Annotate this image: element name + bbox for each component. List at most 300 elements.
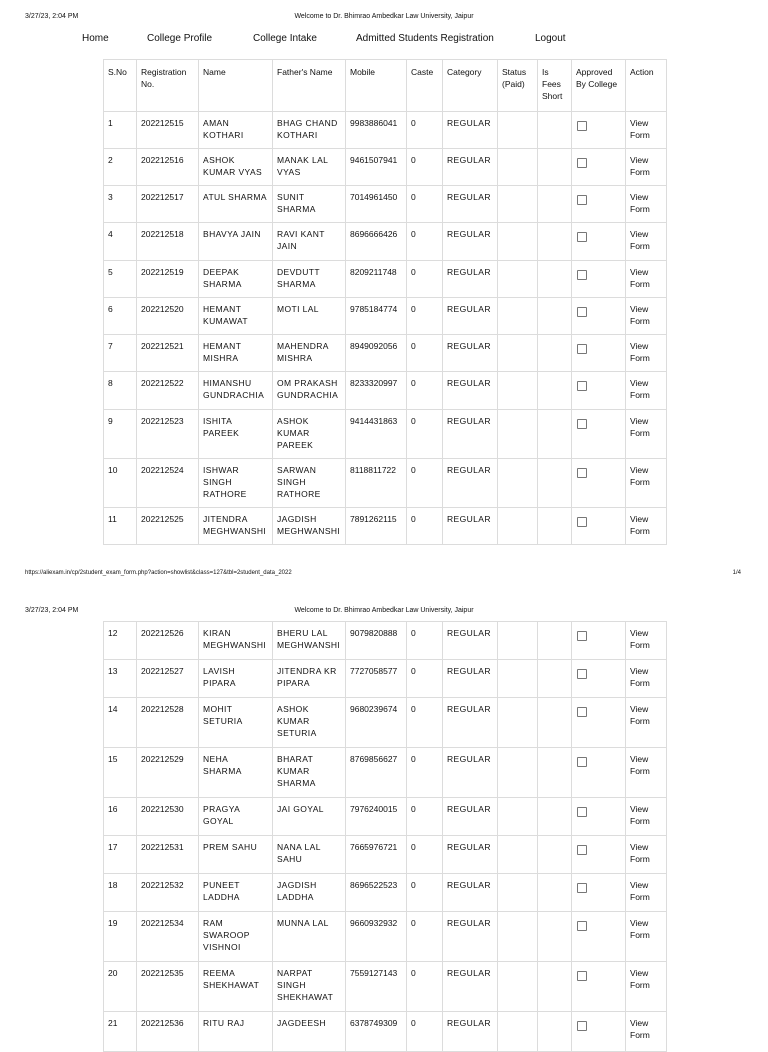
cell-registration-no: 202212517 [137,186,199,223]
cell-category: REGULAR [443,223,498,261]
cell-mobile: 8209211748 [346,261,407,298]
cell-is-fees-short [538,698,572,748]
cell-fathers-name: BHERU LAL MEGHWANSHI [273,622,346,660]
cell-sno: 3 [104,186,137,223]
cell-name: ATUL SHARMA [199,186,273,223]
cell-caste: 0 [407,622,443,660]
cell-status-paid [498,912,538,962]
cell-is-fees-short [538,410,572,459]
cell-approved-by-college [572,261,626,298]
cell-caste: 0 [407,508,443,545]
approve-checkbox[interactable] [577,517,587,527]
cell-fathers-name: MOTI LAL [273,298,346,335]
cell-action [626,1012,667,1052]
cell-is-fees-short [538,508,572,545]
cell-action [626,186,667,223]
view-form-link[interactable]: View Form [630,880,650,902]
cell-approved-by-college [572,660,626,698]
col-header-approved-by-college: Approved By College [572,60,626,112]
cell-action [626,508,667,545]
cell-name: KIRAN MEGHWANSHI [199,622,273,660]
cell-mobile: 8696522523 [346,874,407,912]
cell-status-paid [498,798,538,836]
cell-caste: 0 [407,836,443,874]
cell-sno: 15 [104,748,137,798]
cell-sno: 19 [104,912,137,962]
nav-home-link[interactable]: Home [82,33,109,44]
col-header-action: Action [626,60,667,112]
cell-action [626,459,667,508]
cell-is-fees-short [538,874,572,912]
cell-registration-no: 202212526 [137,622,199,660]
table-row [104,410,667,459]
cell-sno: 12 [104,622,137,660]
cell-status-paid [498,459,538,508]
view-form-link[interactable]: View Form [630,804,650,826]
cell-category: REGULAR [443,186,498,223]
view-form-link[interactable]: View Form [630,118,650,140]
cell-mobile: 6378749309 [346,1012,407,1052]
cell-is-fees-short [538,1012,572,1052]
cell-status-paid [498,508,538,545]
view-form-link[interactable]: View Form [630,155,650,177]
cell-approved-by-college [572,372,626,410]
cell-is-fees-short [538,836,572,874]
cell-sno: 11 [104,508,137,545]
cell-name: BHAVYA JAIN [199,223,273,261]
cell-mobile: 8696666426 [346,223,407,261]
col-header-name: Name [199,60,273,112]
cell-registration-no: 202212524 [137,459,199,508]
table-row [104,874,667,912]
table-row [104,1012,667,1052]
cell-category: REGULAR [443,261,498,298]
cell-category: REGULAR [443,410,498,459]
cell-category: REGULAR [443,874,498,912]
cell-approved-by-college [572,186,626,223]
view-form-link[interactable]: View Form [630,918,650,940]
cell-caste: 0 [407,261,443,298]
view-form-link[interactable]: View Form [630,229,650,251]
cell-status-paid [498,748,538,798]
view-form-link[interactable]: View Form [630,267,650,289]
view-form-link[interactable]: View Form [630,968,650,990]
table-row [104,912,667,962]
view-form-link[interactable]: View Form [630,514,650,536]
approve-checkbox[interactable] [577,845,587,855]
cell-name: HEMANT MISHRA [199,335,273,372]
cell-status-paid [498,836,538,874]
cell-fathers-name: NANA LAL SAHU [273,836,346,874]
cell-approved-by-college [572,508,626,545]
cell-approved-by-college [572,298,626,335]
approve-checkbox[interactable] [577,307,587,317]
cell-sno: 18 [104,874,137,912]
view-form-link[interactable]: View Form [630,1018,650,1040]
nav-college-profile-link[interactable]: College Profile [147,33,213,44]
table-row [104,335,667,372]
cell-approved-by-college [572,622,626,660]
cell-status-paid [498,1012,538,1052]
cell-registration-no: 202212525 [137,508,199,545]
cell-registration-no: 202212518 [137,223,199,261]
cell-name: PUNEET LADDHA [199,874,273,912]
cell-approved-by-college [572,149,626,186]
table-row [104,186,667,223]
cell-sno: 17 [104,836,137,874]
cell-fathers-name: SUNIT SHARMA [273,186,346,223]
print-header-welcome: Welcome to Dr. Bhimrao Ambedkar Law University, Jaipur [294,13,474,20]
cell-action [626,836,667,874]
cell-caste: 0 [407,335,443,372]
cell-mobile: 7014961450 [346,186,407,223]
cell-registration-no: 202212527 [137,660,199,698]
cell-mobile: 9785184774 [346,298,407,335]
col-header-category: Category [443,60,498,112]
cell-name: ISHWAR SINGH RATHORE [199,459,273,508]
cell-fathers-name: MANAK LAL VYAS [273,149,346,186]
cell-category: REGULAR [443,798,498,836]
table-row [104,836,667,874]
nav-college-intake-link[interactable]: College Intake [253,33,317,44]
cell-action [626,962,667,1012]
print-header-page-2 [0,607,768,621]
cell-approved-by-college [572,410,626,459]
table-row [104,798,667,836]
cell-registration-no: 202212521 [137,335,199,372]
cell-sno: 4 [104,223,137,261]
cell-name: PRAGYA GOYAL [199,798,273,836]
cell-action [626,112,667,149]
cell-category: REGULAR [443,660,498,698]
cell-action [626,912,667,962]
cell-mobile: 8949092056 [346,335,407,372]
cell-is-fees-short [538,261,572,298]
cell-registration-no: 202212516 [137,149,199,186]
cell-is-fees-short [538,660,572,698]
approve-checkbox[interactable] [577,971,587,981]
table-header-row [104,60,667,112]
approve-checkbox[interactable] [577,669,587,679]
cell-status-paid [498,112,538,149]
cell-approved-by-college [572,112,626,149]
approve-checkbox[interactable] [577,883,587,893]
nav-logout-link[interactable]: Logout [535,33,566,44]
cell-caste: 0 [407,912,443,962]
cell-fathers-name: BHARAT KUMAR SHARMA [273,748,346,798]
cell-mobile: 8118811722 [346,459,407,508]
cell-mobile: 7665976721 [346,836,407,874]
table-row [104,112,667,149]
cell-category: REGULAR [443,1012,498,1052]
cell-action [626,335,667,372]
cell-action [626,261,667,298]
cell-registration-no: 202212522 [137,372,199,410]
table-row [104,962,667,1012]
cell-name: RAM SWAROOP VISHNOI [199,912,273,962]
cell-mobile: 9660932932 [346,912,407,962]
cell-name: ASHOK KUMAR VYAS [199,149,273,186]
cell-caste: 0 [407,874,443,912]
cell-status-paid [498,149,538,186]
cell-registration-no: 202212534 [137,912,199,962]
approve-checkbox[interactable] [577,270,587,280]
col-header-registration-no: Registration No. [137,60,199,112]
cell-category: REGULAR [443,962,498,1012]
cell-is-fees-short [538,298,572,335]
cell-is-fees-short [538,186,572,223]
cell-caste: 0 [407,410,443,459]
cell-approved-by-college [572,798,626,836]
students-table [103,59,667,545]
approve-checkbox[interactable] [577,195,587,205]
cell-sno: 16 [104,798,137,836]
cell-action [626,223,667,261]
cell-registration-no: 202212523 [137,410,199,459]
col-header-is-fees-short: Is Fees Short [538,60,572,112]
cell-caste: 0 [407,748,443,798]
cell-action [626,748,667,798]
cell-fathers-name: OM PRAKASH GUNDRACHIA [273,372,346,410]
cell-registration-no: 202212528 [137,698,199,748]
cell-name: RITU RAJ [199,1012,273,1052]
col-header-status-paid: Status (Paid) [498,60,538,112]
cell-category: REGULAR [443,335,498,372]
cell-sno: 9 [104,410,137,459]
cell-name: LAVISH PIPARA [199,660,273,698]
approve-checkbox[interactable] [577,468,587,478]
cell-mobile: 7559127143 [346,962,407,1012]
cell-mobile: 9079820888 [346,622,407,660]
table-row [104,298,667,335]
cell-action [626,622,667,660]
cell-sno: 6 [104,298,137,335]
cell-caste: 0 [407,459,443,508]
cell-fathers-name: JAGDISH MEGHWANSHI [273,508,346,545]
cell-category: REGULAR [443,459,498,508]
cell-sno: 7 [104,335,137,372]
cell-status-paid [498,261,538,298]
cell-registration-no: 202212519 [137,261,199,298]
cell-fathers-name: JITENDRA KR PIPARA [273,660,346,698]
cell-caste: 0 [407,1012,443,1052]
col-header-mobile: Mobile [346,60,407,112]
print-header [0,13,768,27]
cell-category: REGULAR [443,149,498,186]
print-header-datetime: 3/27/23, 2:04 PM [25,13,79,20]
view-form-link[interactable]: View Form [630,704,650,726]
cell-sno: 5 [104,261,137,298]
approve-checkbox[interactable] [577,707,587,717]
table-row [104,372,667,410]
cell-is-fees-short [538,962,572,1012]
approve-checkbox[interactable] [577,419,587,429]
cell-name: NEHA SHARMA [199,748,273,798]
cell-name: HIMANSHU GUNDRACHIA [199,372,273,410]
cell-status-paid [498,698,538,748]
table-row [104,698,667,748]
view-form-link[interactable]: View Form [630,628,650,650]
approve-checkbox[interactable] [577,344,587,354]
approve-checkbox[interactable] [577,381,587,391]
cell-category: REGULAR [443,508,498,545]
print-header-datetime: 3/27/23, 2:04 PM [25,607,79,614]
cell-is-fees-short [538,112,572,149]
cell-status-paid [498,298,538,335]
cell-mobile: 7976240015 [346,798,407,836]
col-header-caste: Caste [407,60,443,112]
cell-status-paid [498,874,538,912]
cell-category: REGULAR [443,912,498,962]
approve-checkbox[interactable] [577,1021,587,1031]
cell-fathers-name: DEVDUTT SHARMA [273,261,346,298]
cell-fathers-name: JAGDISH LADDHA [273,874,346,912]
cell-action [626,149,667,186]
cell-category: REGULAR [443,748,498,798]
cell-category: REGULAR [443,112,498,149]
cell-fathers-name: NARPAT SINGH SHEKHAWAT [273,962,346,1012]
table-row [104,508,667,545]
view-form-link[interactable]: View Form [630,754,650,776]
cell-is-fees-short [538,912,572,962]
cell-name: DEEPAK SHARMA [199,261,273,298]
cell-category: REGULAR [443,622,498,660]
cell-is-fees-short [538,149,572,186]
cell-is-fees-short [538,748,572,798]
col-header-sno: S.No [104,60,137,112]
cell-fathers-name: MUNNA LAL [273,912,346,962]
view-form-link[interactable]: View Form [630,192,650,214]
cell-caste: 0 [407,698,443,748]
cell-category: REGULAR [443,298,498,335]
cell-caste: 0 [407,372,443,410]
cell-fathers-name: ASHOK KUMAR PAREEK [273,410,346,459]
cell-action [626,698,667,748]
cell-mobile: 8769856627 [346,748,407,798]
cell-mobile: 7727058577 [346,660,407,698]
cell-is-fees-short [538,798,572,836]
cell-registration-no: 202212515 [137,112,199,149]
cell-registration-no: 202212529 [137,748,199,798]
approve-checkbox[interactable] [577,757,587,767]
table-row [104,622,667,660]
col-header-fathers-name: Father's Name [273,60,346,112]
cell-status-paid [498,372,538,410]
approve-checkbox[interactable] [577,232,587,242]
table-row [104,748,667,798]
view-form-link[interactable]: View Form [630,378,650,400]
cell-approved-by-college [572,698,626,748]
cell-caste: 0 [407,660,443,698]
table-row [104,261,667,298]
view-form-link[interactable]: View Form [630,416,650,438]
cell-status-paid [498,660,538,698]
cell-name: PREM SAHU [199,836,273,874]
view-form-link[interactable]: View Form [630,304,650,326]
table-row [104,459,667,508]
view-form-link[interactable]: View Form [630,341,650,363]
cell-sno: 14 [104,698,137,748]
approve-checkbox[interactable] [577,158,587,168]
cell-sno: 13 [104,660,137,698]
cell-approved-by-college [572,459,626,508]
cell-status-paid [498,223,538,261]
cell-fathers-name: RAVI KANT JAIN [273,223,346,261]
cell-caste: 0 [407,223,443,261]
cell-action [626,660,667,698]
cell-category: REGULAR [443,372,498,410]
cell-action [626,874,667,912]
view-form-link[interactable]: View Form [630,842,650,864]
cell-approved-by-college [572,874,626,912]
cell-is-fees-short [538,372,572,410]
cell-is-fees-short [538,223,572,261]
cell-caste: 0 [407,186,443,223]
view-form-link[interactable]: View Form [630,666,650,688]
cell-mobile: 9414431863 [346,410,407,459]
cell-approved-by-college [572,1012,626,1052]
cell-action [626,798,667,836]
cell-sno: 1 [104,112,137,149]
cell-approved-by-college [572,335,626,372]
cell-fathers-name: BHAG CHAND KOTHARI [273,112,346,149]
cell-fathers-name: ASHOK KUMAR SETURIA [273,698,346,748]
cell-is-fees-short [538,622,572,660]
cell-status-paid [498,962,538,1012]
cell-sno: 2 [104,149,137,186]
cell-fathers-name: JAGDEESH [273,1012,346,1052]
approve-checkbox[interactable] [577,121,587,131]
cell-is-fees-short [538,335,572,372]
view-form-link[interactable]: View Form [630,465,650,487]
cell-status-paid [498,622,538,660]
approve-checkbox[interactable] [577,631,587,641]
cell-fathers-name: SARWAN SINGH RATHORE [273,459,346,508]
cell-approved-by-college [572,912,626,962]
cell-name: ISHITA PAREEK [199,410,273,459]
nav-admitted-students-registration-link[interactable]: Admitted Students Registration [356,33,494,44]
table-row [104,149,667,186]
cell-is-fees-short [538,459,572,508]
approve-checkbox[interactable] [577,807,587,817]
approve-checkbox[interactable] [577,921,587,931]
cell-mobile: 7891262115 [346,508,407,545]
cell-status-paid [498,410,538,459]
students-table-continued [103,621,667,1052]
cell-sno: 8 [104,372,137,410]
cell-caste: 0 [407,298,443,335]
cell-name: MOHIT SETURIA [199,698,273,748]
cell-mobile: 9680239674 [346,698,407,748]
cell-name: AMAN KOTHARI [199,112,273,149]
cell-fathers-name: JAI GOYAL [273,798,346,836]
cell-category: REGULAR [443,698,498,748]
cell-registration-no: 202212536 [137,1012,199,1052]
cell-name: HEMANT KUMAWAT [199,298,273,335]
cell-approved-by-college [572,836,626,874]
cell-action [626,298,667,335]
table-row [104,660,667,698]
cell-fathers-name: MAHENDRA MISHRA [273,335,346,372]
cell-status-paid [498,335,538,372]
cell-caste: 0 [407,149,443,186]
cell-caste: 0 [407,112,443,149]
cell-registration-no: 202212532 [137,874,199,912]
cell-caste: 0 [407,798,443,836]
cell-registration-no: 202212535 [137,962,199,1012]
cell-name: REEMA SHEKHAWAT [199,962,273,1012]
cell-mobile: 9461507941 [346,149,407,186]
